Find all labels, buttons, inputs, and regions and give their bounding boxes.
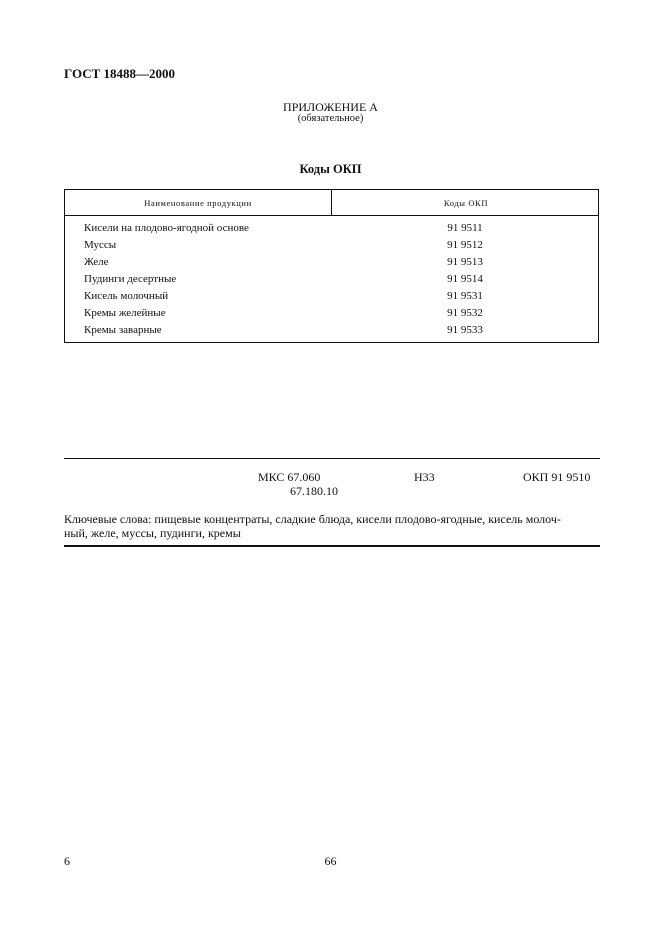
appendix-title: ПРИЛОЖЕНИЕ А <box>283 100 378 114</box>
table-header <box>65 190 598 216</box>
table-row <box>65 307 598 324</box>
appendix-subtitle: (обязательное) <box>297 113 364 124</box>
product-name: Пудинги десертные <box>84 273 177 285</box>
product-name: Муссы <box>84 239 117 251</box>
table-title: Коды ОКП <box>299 162 362 176</box>
table-row <box>65 273 598 290</box>
keywords-line: Ключевые слова: пищевые концентраты, сладкие блюда, кисели плодово-ягодные, кисель молоч- <box>64 512 561 526</box>
mks-code-secondary: 67.180.10 <box>290 484 338 498</box>
product-name: Кисель молочный <box>84 290 169 302</box>
product-code: 91 9513 <box>447 256 483 268</box>
table-row <box>65 290 598 307</box>
page-number-center: 66 <box>324 854 337 868</box>
product-code: 91 9511 <box>447 222 483 234</box>
product-code: 91 9512 <box>447 239 483 251</box>
column-header-name: Наименование продукции <box>144 198 252 208</box>
table-row <box>65 239 598 256</box>
table-row <box>65 324 598 341</box>
okp-codes-table <box>64 189 599 343</box>
product-name: Кремы заварные <box>84 324 162 336</box>
product-code: 91 9532 <box>447 307 483 319</box>
mks-code: МКС 67.060 <box>258 470 321 484</box>
keywords-line: ный, желе, муссы, пудинги, кремы <box>64 526 241 540</box>
product-code: 91 9533 <box>447 324 483 336</box>
okp-code: ОКП 91 9510 <box>523 470 591 484</box>
product-name: Кремы желейные <box>84 307 166 319</box>
footer-bottom-rule <box>64 545 600 547</box>
product-name: Желе <box>84 256 109 268</box>
product-name: Кисели на плодово-ягодной основе <box>84 222 249 234</box>
page-number-left: 6 <box>64 854 70 868</box>
column-header-code: Коды ОКП <box>443 198 489 208</box>
table-row <box>65 222 598 239</box>
product-code: 91 9514 <box>447 273 483 285</box>
keywords-block <box>64 512 600 540</box>
table-row <box>65 256 598 273</box>
footer-top-rule <box>64 458 600 459</box>
document-code: ГОСТ 18488—2000 <box>64 66 176 81</box>
product-code: 91 9531 <box>447 290 483 302</box>
group-code: Н33 <box>414 470 435 484</box>
